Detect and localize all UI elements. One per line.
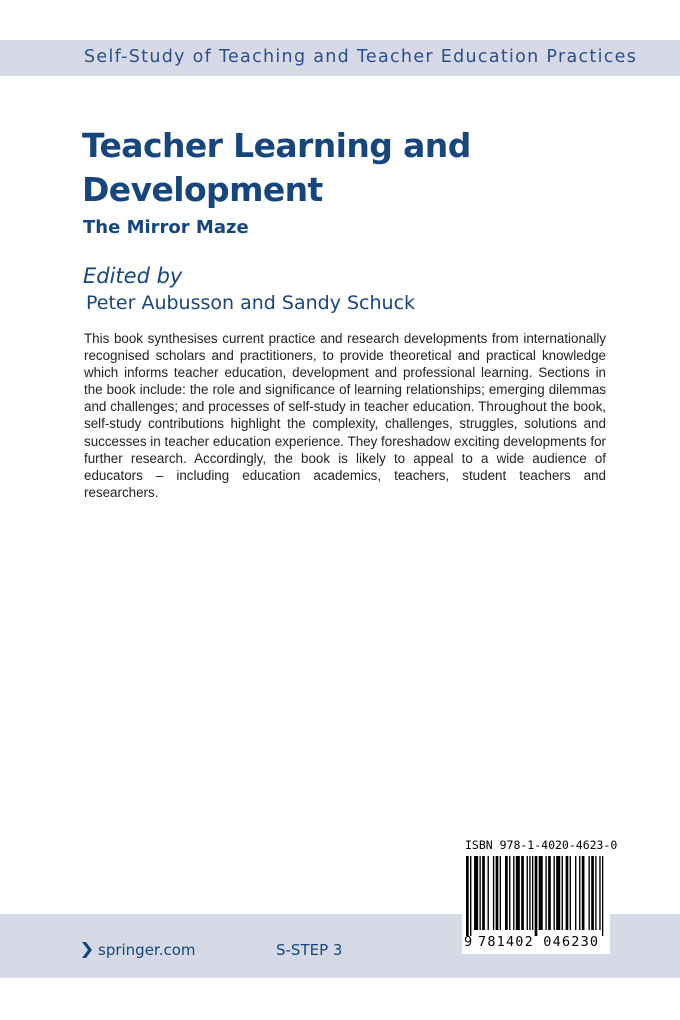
- barcode-bar: [579, 856, 580, 930]
- barcode-bar: [479, 856, 480, 930]
- barcode-bar: [545, 856, 546, 930]
- barcode-bar: [602, 856, 603, 936]
- barcode-bar: [591, 856, 594, 930]
- barcode-bar: [582, 856, 585, 930]
- barcode-bar: [488, 856, 489, 930]
- barcode-bar: [575, 856, 576, 930]
- barcode-bar: [595, 856, 596, 930]
- barcode-bar: [554, 856, 555, 930]
- isbn-label: ISBN 978-1-4020-4623-0: [465, 838, 618, 852]
- barcode-bar: [548, 856, 551, 930]
- barcode-bar: [516, 856, 520, 930]
- chevron-right-icon: [82, 942, 92, 958]
- barcode-bar: [466, 856, 469, 936]
- barcode-first-digit: 9: [464, 934, 473, 950]
- barcode-bar: [556, 856, 560, 930]
- barcode-bar: [500, 856, 501, 930]
- edited-by-label: Edited by: [83, 264, 183, 288]
- barcode-bar: [570, 856, 571, 930]
- barcode-bar: [513, 856, 514, 930]
- barcode-bar: [535, 856, 538, 936]
- barcode-bar: [493, 856, 494, 930]
- barcode-bar: [539, 856, 543, 930]
- barcode-bar: [505, 856, 508, 930]
- barcode-bar: [496, 856, 499, 930]
- barcode-bar: [529, 856, 530, 930]
- barcode-bar: [474, 856, 478, 930]
- barcode-bar: [599, 856, 600, 930]
- series-title: Self-Study of Teaching and Teacher Education Practices: [84, 47, 638, 67]
- barcode-bar: [470, 856, 471, 936]
- barcode-bar: [566, 856, 569, 930]
- barcode-bar: [562, 856, 563, 930]
- publisher-link-text[interactable]: springer.com: [98, 941, 196, 959]
- barcode-bar: [589, 856, 590, 930]
- book-title: Teacher Learning and Development: [82, 126, 471, 209]
- book-blurb: This book synthesises current practice and research developments from internationally recognised scholars and practitioners, to provide theoretical and practical knowledge which informs teacher education, development and professional learning. Sections in the book include: the role and significance of learning relationships; emerging dilemmas and challenges; and processes of self-study in teacher education. Throughout the book, self-study contributions highlight the complexity, challenges, struggles, solutions and successes in teacher education experience. They foreshadow exciting developments for further research. Accordingly, the book is likely to appeal to a wide audience of educators – including education academics, teachers, student teachers and researchers.: [84, 331, 606, 500]
- barcode-digits: 781402 046230: [478, 934, 600, 950]
- barcode-bar: [521, 856, 524, 930]
- editors-names: Peter Aubusson and Sandy Schuck: [86, 292, 416, 314]
- book-subtitle: The Mirror Maze: [83, 217, 249, 238]
- barcode-bar: [482, 856, 485, 930]
- series-code: S-STEP 3: [276, 941, 343, 959]
- barcode-bars: [466, 856, 606, 936]
- barcode-bar: [527, 856, 528, 930]
- publisher-link[interactable]: [82, 941, 196, 959]
- barcode-bar: [532, 856, 533, 930]
- barcode-bar: [509, 856, 510, 930]
